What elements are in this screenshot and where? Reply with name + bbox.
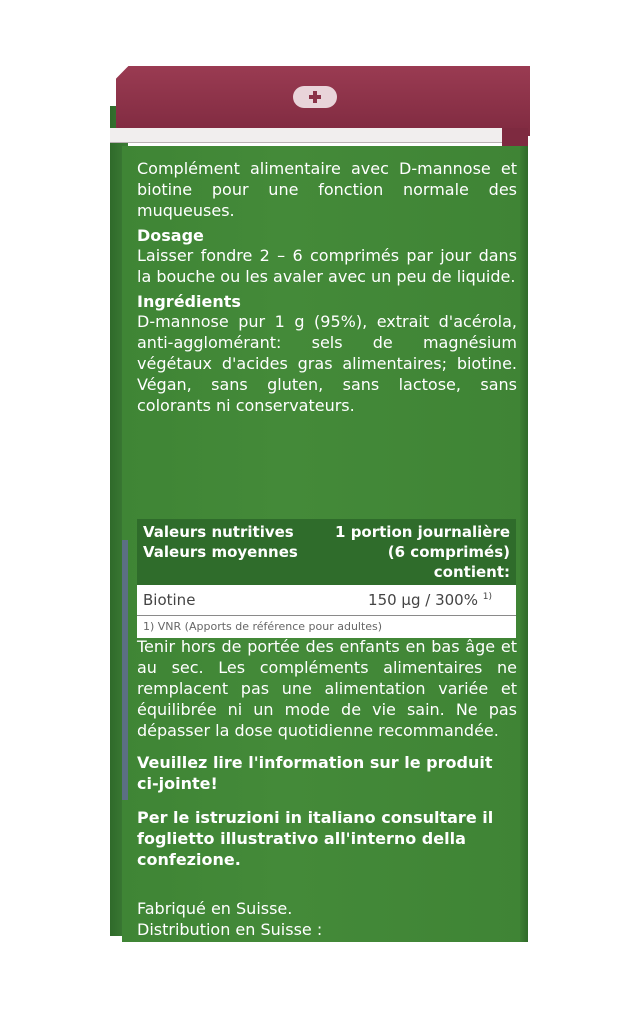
head-col1-line2: Valeurs moyennes <box>143 543 298 561</box>
nutrient-name: Biotine <box>143 591 196 609</box>
ingredients-text: D-mannose pur 1 g (95%), extrait d'acérola, anti-agglomérant: sels de magnésium végétaux d'acides gras alimentaires; biotine. Végan, sans gluten, sans lactose, sans colorants ni conservateurs. <box>137 312 517 415</box>
nutrition-head-col2 <box>313 522 510 582</box>
box-lid <box>116 66 530 136</box>
label-panel <box>122 146 528 1001</box>
read-notice: Veuillez lire l'information sur le produit ci-jointe! <box>137 753 493 793</box>
nutrition-table-header <box>137 519 516 585</box>
nutrition-table <box>137 519 516 638</box>
nutrient-value-cell <box>313 591 510 609</box>
head-col2-line1: 1 portion journalière <box>335 523 510 541</box>
nutrition-row <box>137 585 516 616</box>
italian-notice: Per le istruzioni in italiano consultare il foglietto illustrativo all'interno della confezione. <box>137 808 494 869</box>
box-shadow-strip <box>122 540 128 800</box>
distribution-at-label: Distribution Autriche : <box>137 962 314 981</box>
intro-text: Complément alimentaire avec D-mannose et biotine pour une fonction normale des muqueuses. <box>137 159 517 220</box>
panel-edge <box>520 146 528 942</box>
distribution-at: Gebro Pharma GmbH, A-6391 Fieberbrunn <box>137 983 495 1001</box>
dosage-text: Laisser fondre 2 – 6 comprimés par jour dans la bouche ou les avaler avec un peu de liquide. <box>137 246 517 286</box>
distribution-ch-label: Distribution en Suisse : <box>137 920 323 939</box>
cross-logo-icon <box>293 86 337 108</box>
ingredients-title: Ingrédients <box>137 292 241 311</box>
made-in-text: Fabriqué en Suisse. <box>137 899 293 918</box>
dosage-title: Dosage <box>137 226 204 245</box>
warning-text: Tenir hors de portée des enfants en bas âge et au sec. Les compléments alimentaires ne remplacent pas une alimentation variée et équilibrée ni un mode de vie sain. Ne pas dépasser la dose quotidienne recommandée. <box>137 637 517 740</box>
head-col2-line2: (6 comprimés) contient: <box>387 543 510 581</box>
distribution-ch: Alpinamed AG, CH-9306 Freidorf <box>137 941 430 960</box>
head-col1-line1: Valeurs nutritives <box>143 523 294 541</box>
nutrient-value: 150 µg / 300% <box>368 591 478 609</box>
nutrition-footnote: 1) VNR (Apports de référence pour adultes) <box>137 616 516 638</box>
product-box <box>110 66 528 1001</box>
lid-band <box>110 128 528 143</box>
nutrition-head-col1 <box>143 522 313 582</box>
nutrient-note: 1) <box>482 592 492 602</box>
